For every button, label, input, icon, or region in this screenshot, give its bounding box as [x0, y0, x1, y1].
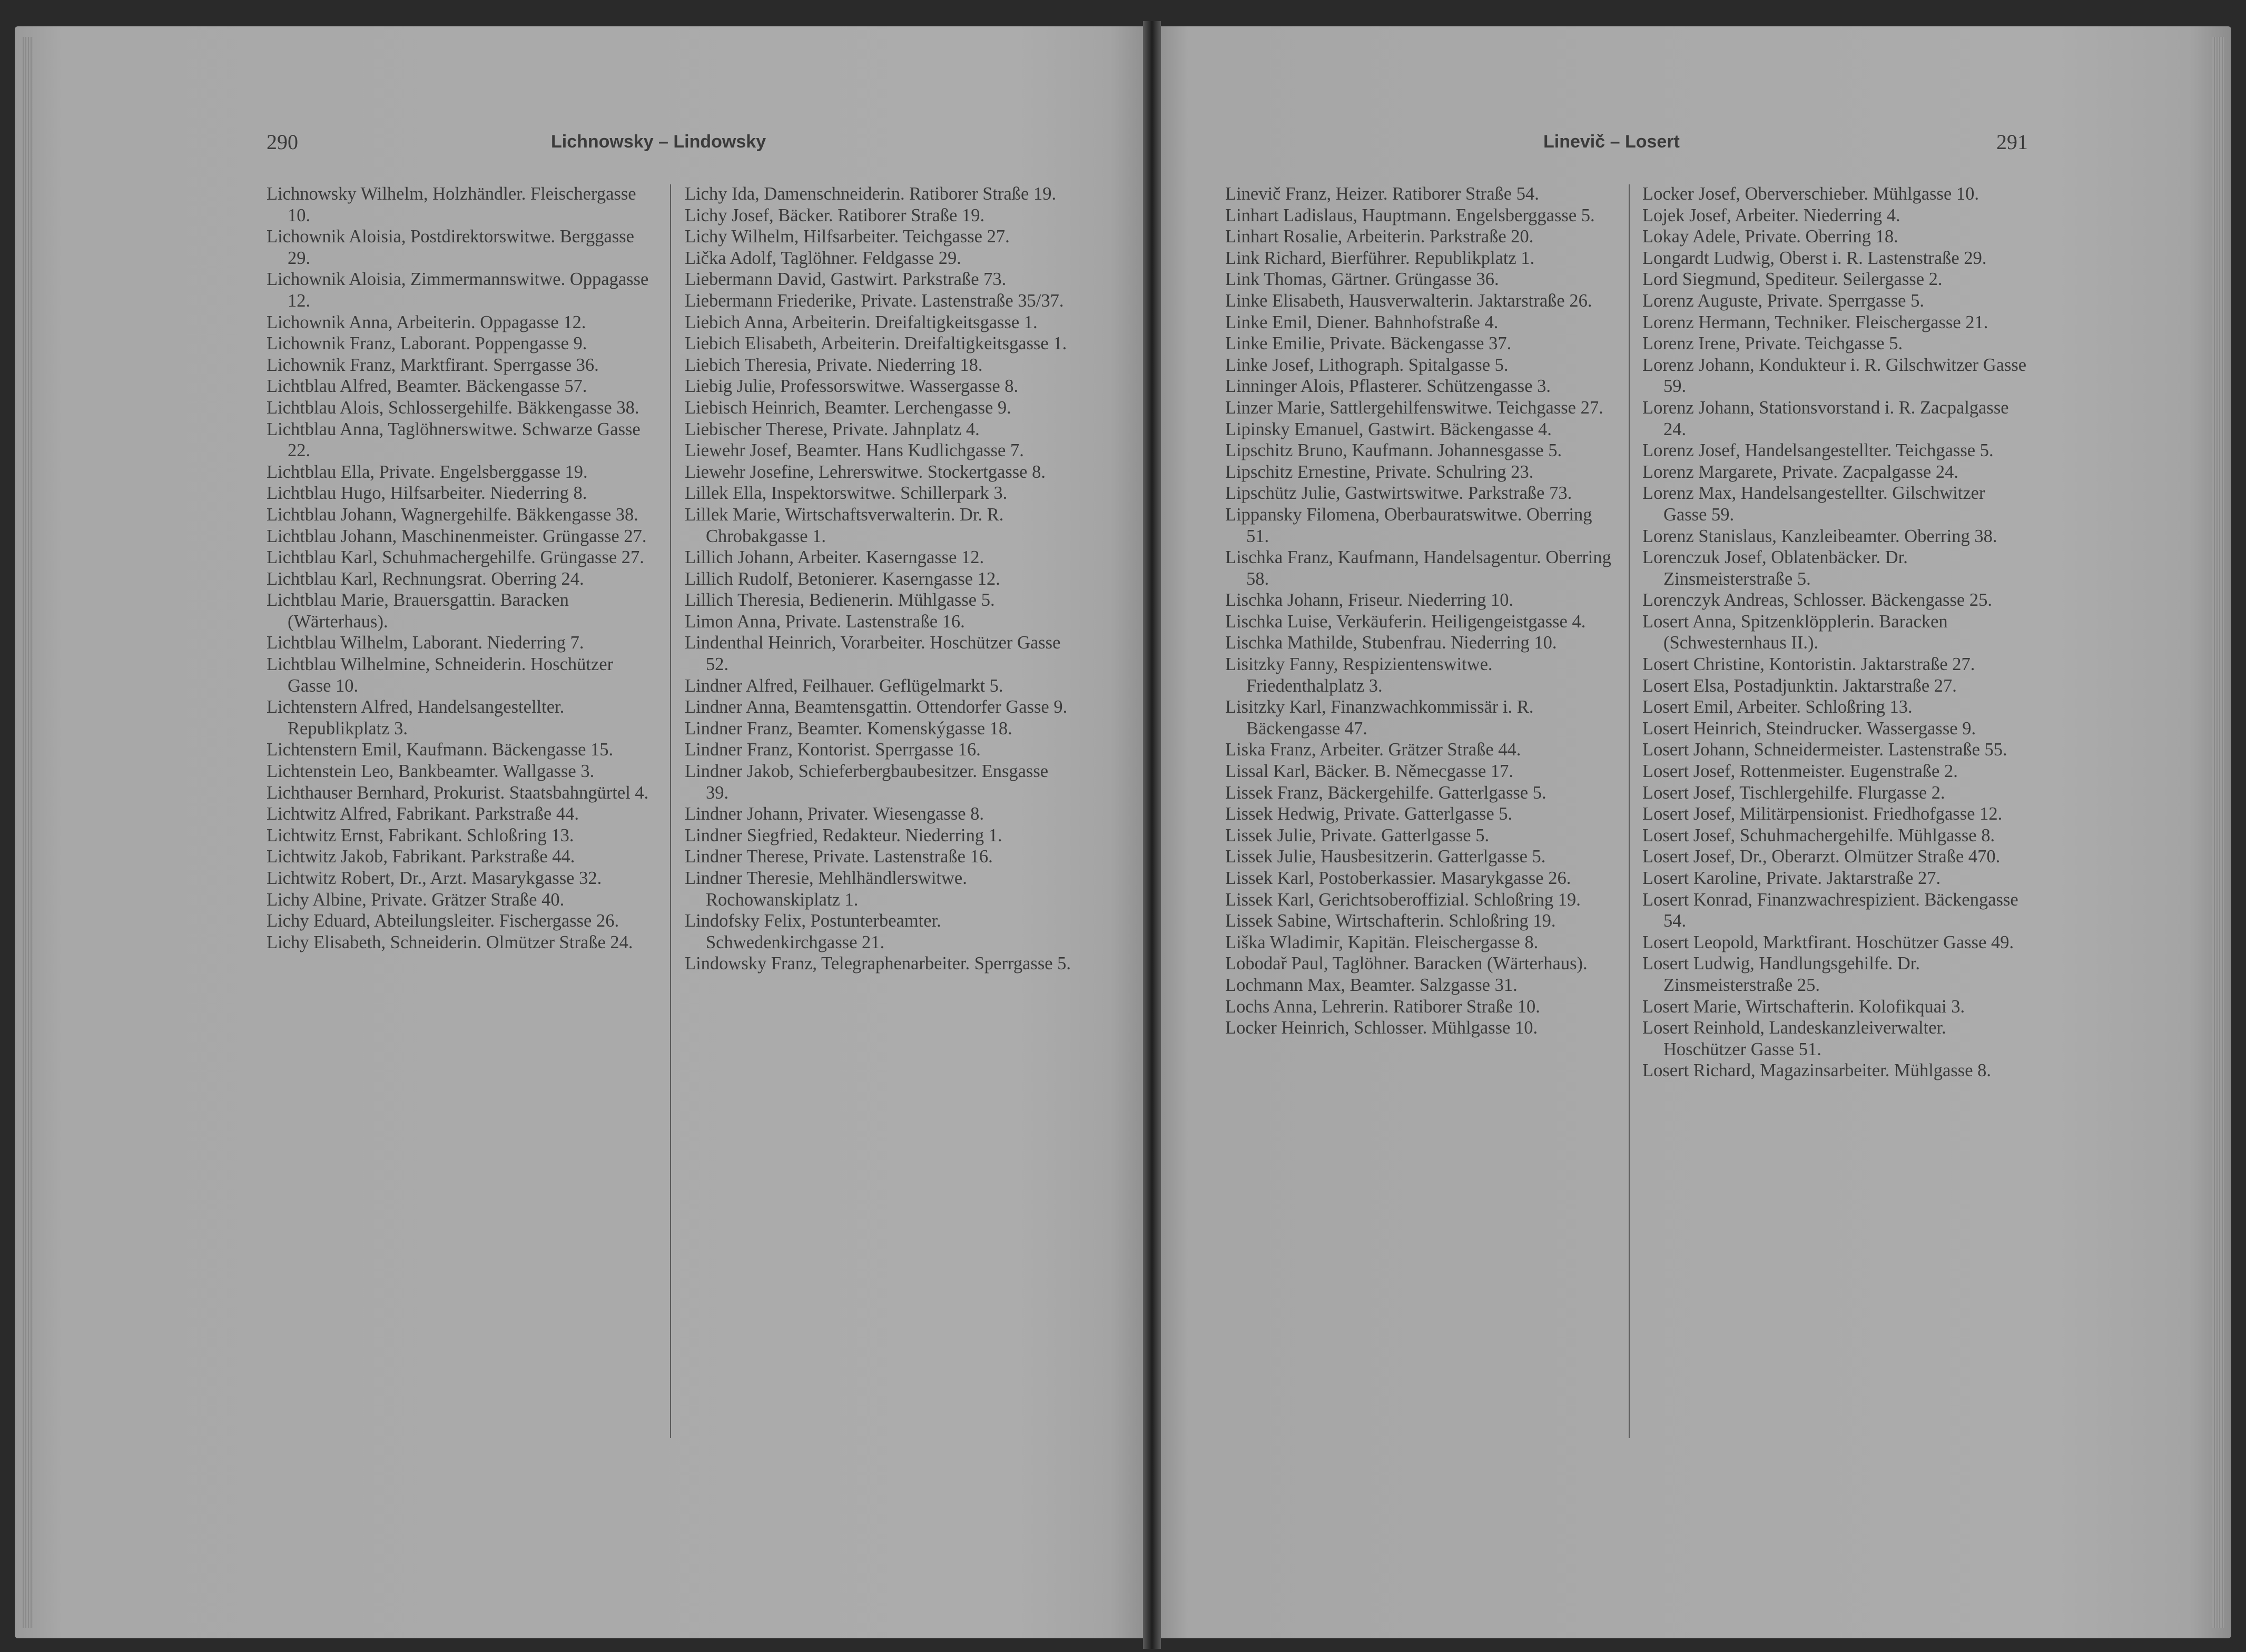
directory-entry: Lindner Johann, Privater. Wiesengasse 8. — [685, 804, 984, 824]
directory-entry: Lorenz Johann, Stationsvorstand i. R. Zacpalgasse 24. — [1642, 397, 2009, 439]
directory-entry: Lisitzky Fanny, Respizientenswitwe. Friedenthalplatz 3. — [1225, 654, 1493, 696]
directory-entry: Losert Josef, Schuhmachergehilfe. Mühlgasse 8. — [1642, 825, 1995, 845]
directory-entry: Lichnowsky Wilhelm, Holzhändler. Fleischergasse 10. — [267, 184, 636, 225]
directory-entry: Lindowsky Franz, Telegraphenarbeiter. Sperrgasse 5. — [685, 953, 1071, 974]
directory-entry: Losert Marie, Wirtschafterin. Kolofikquai 3. — [1642, 996, 1965, 1017]
directory-entry: Liebermann Friederike, Private. Lastenstraße 35/37. — [685, 290, 1064, 311]
directory-entry: Losert Josef, Dr., Oberarzt. Olmützer Straße 470. — [1642, 847, 2001, 867]
directory-entry: Losert Reinhold, Landeskanzleiverwalter. Hoschützer Gasse 51. — [1642, 1018, 1946, 1059]
directory-entry: Lisitzky Karl, Finanzwachkommissär i. R. Bäckengasse 47. — [1225, 697, 1534, 739]
directory-entry: Losert Karoline, Private. Jaktarstraße 27. — [1642, 868, 1941, 888]
directory-entry: Lichtenstern Alfred, Handelsangestellter. Republikplatz 3. — [267, 697, 565, 739]
directory-entry: Lichtblau Wilhelmine, Schneiderin. Hoschützer Gasse 10. — [267, 654, 614, 696]
directory-entry: Locker Heinrich, Schlosser. Mühlgasse 10. — [1225, 1018, 1538, 1038]
directory-entry: Lichtwitz Jakob, Fabrikant. Parkstraße 44. — [267, 847, 575, 867]
directory-entry: Liebisch Heinrich, Beamter. Lerchengasse 9. — [685, 397, 1011, 418]
directory-entry: Liewehr Josef, Beamter. Hans Kudlichgasse 7. — [685, 440, 1024, 461]
directory-entry: Lichtblau Alois, Schlossergehilfe. Bäkkengasse 38. — [267, 397, 639, 418]
directory-entry: Longardt Ludwig, Oberst i. R. Lastenstraße 29. — [1642, 248, 1987, 268]
directory-entry: Lichy Wilhelm, Hilfsarbeiter. Teichgasse 27. — [685, 227, 1010, 247]
directory-entry: Lorenz Josef, Handelsangestellter. Teichgasse 5. — [1642, 440, 1994, 461]
directory-entry: Lichtwitz Robert, Dr., Arzt. Masarykgasse 32. — [267, 868, 602, 888]
directory-entry: Lochmann Max, Beamter. Salzgasse 31. — [1225, 975, 1518, 995]
directory-entry: Lichy Albine, Private. Grätzer Straße 40. — [267, 889, 565, 910]
directory-entry: Lokay Adele, Private. Oberring 18. — [1642, 227, 1898, 247]
directory-entry: Liewehr Josefine, Lehrerswitwe. Stockertgasse 8. — [685, 461, 1046, 482]
directory-entry: Lillek Ella, Inspektorswitwe. Schillerpark 3. — [685, 483, 1008, 504]
directory-entry: Lichtblau Marie, Brauersgattin. Baracken (Wärterhaus). — [267, 590, 569, 632]
directory-entry: Losert Josef, Militärpensionist. Friedhofgasse 12. — [1642, 804, 2003, 824]
directory-entry: Lichtwitz Alfred, Fabrikant. Parkstraße 44. — [267, 804, 579, 824]
directory-entry: Linzer Marie, Sattlergehilfenswitwe. Teichgasse 27. — [1225, 397, 1603, 418]
directory-entry: Lichy Elisabeth, Schneiderin. Olmützer Straße 24. — [267, 932, 633, 952]
directory-entry: Lippansky Filomena, Oberbauratswitwe. Oberring 51. — [1225, 504, 1592, 546]
right-running-head: Linevič – Losert — [1543, 132, 1680, 152]
directory-entry: Lindner Anna, Beamtensgattin. Ottendorfer Gasse 9. — [685, 697, 1068, 717]
directory-entry: Lichownik Aloisia, Zimmermannswitwe. Oppagasse 12. — [267, 269, 649, 311]
directory-entry: Lillek Marie, Wirtschaftsverwalterin. Dr. R. Chrobakgasse 1. — [685, 504, 1004, 546]
directory-entry: Lischka Mathilde, Stubenfrau. Niederring 10. — [1225, 633, 1557, 653]
directory-entry: Lipinsky Emanuel, Gastwirt. Bäckengasse 4. — [1225, 419, 1552, 439]
directory-entry: Lischka Franz, Kaufmann, Handelsagentur. Oberring 58. — [1225, 547, 1611, 589]
directory-entry: Lindner Siegfried, Redakteur. Niederring 1. — [685, 825, 1002, 845]
directory-entry: Lillich Johann, Arbeiter. Kaserngasse 12. — [685, 547, 984, 568]
directory-entry: Limon Anna, Private. Lastenstraße 16. — [685, 611, 965, 632]
directory-entry: Liska Franz, Arbeiter. Grätzer Straße 44. — [1225, 740, 1521, 760]
directory-entry: Lichownik Anna, Arbeiterin. Oppagasse 12. — [267, 312, 586, 332]
directory-entry: Linke Emilie, Private. Bäckengasse 37. — [1225, 333, 1512, 354]
right-page-column-1 — [1225, 183, 1615, 1039]
directory-entry: Lorenz Irene, Private. Teichgasse 5. — [1642, 333, 1903, 354]
directory-entry: Lichtblau Karl, Schuhmachergehilfe. Grüngasse 27. — [267, 547, 644, 568]
directory-entry: Lindner Theresie, Mehlhändlerswitwe. Rochowanskiplatz 1. — [685, 868, 967, 910]
directory-entry: Lichtblau Hugo, Hilfsarbeiter. Niederring 8. — [267, 483, 587, 504]
directory-entry: Link Thomas, Gärtner. Grüngasse 36. — [1225, 269, 1499, 290]
directory-entry: Lichownik Franz, Laborant. Poppengasse 9. — [267, 333, 587, 354]
directory-entry: Lindenthal Heinrich, Vorarbeiter. Hoschützer Gasse 52. — [685, 633, 1061, 675]
directory-entry: Losert Josef, Rottenmeister. Eugenstraße 2. — [1642, 761, 1958, 782]
directory-entry: Losert Elsa, Postadjunktin. Jaktarstraße 27. — [1642, 675, 1957, 696]
directory-entry: Lichy Ida, Damenschneiderin. Ratiborer Straße 19. — [685, 184, 1057, 204]
directory-entry: Liška Wladimir, Kapitän. Fleischergasse 8. — [1225, 932, 1539, 952]
directory-entry: Lichtenstern Emil, Kaufmann. Bäckengasse 15. — [267, 740, 614, 760]
directory-entry: Lischka Luise, Verkäuferin. Heiligengeistgasse 4. — [1225, 611, 1586, 632]
directory-entry: Liebich Theresia, Private. Niederring 18. — [685, 355, 983, 375]
directory-entry: Lichtblau Alfred, Beamter. Bäckengasse 57. — [267, 376, 587, 397]
directory-entry: Lorenz Stanislaus, Kanzleibeamter. Oberring 38. — [1642, 526, 1997, 546]
directory-entry: Lissek Karl, Postoberkassier. Masarykgasse 26. — [1225, 868, 1571, 888]
directory-entry: Lissek Sabine, Wirtschafterin. Schloßring 19. — [1225, 911, 1556, 931]
directory-entry: Locker Josef, Oberverschieber. Mühlgasse 10. — [1642, 184, 1979, 204]
directory-entry: Losert Johann, Schneidermeister. Lastenstraße 55. — [1642, 740, 2007, 760]
directory-entry: Lischka Johann, Friseur. Niederring 10. — [1225, 590, 1514, 611]
directory-entry: Lindner Franz, Kontorist. Sperrgasse 16. — [685, 740, 981, 760]
directory-entry: Linhart Rosalie, Arbeiterin. Parkstraße 20. — [1225, 227, 1534, 247]
directory-entry: Lochs Anna, Lehrerin. Ratiborer Straße 10. — [1225, 996, 1540, 1017]
directory-entry: Liebischer Therese, Private. Jahnplatz 4. — [685, 419, 980, 439]
directory-entry: Lindner Franz, Beamter. Komenskýgasse 18. — [685, 718, 1012, 739]
right-column-rule — [1629, 184, 1630, 1438]
directory-entry: Lillich Theresia, Bedienerin. Mühlgasse 5. — [685, 590, 995, 611]
directory-entry: Lindner Alfred, Feilhauer. Geflügelmarkt 5. — [685, 675, 1003, 696]
directory-entry: Lobodař Paul, Taglöhner. Baracken (Wärterhaus). — [1225, 953, 1588, 974]
directory-entry: Lichthauser Bernhard, Prokurist. Staatsbahngürtel 4. — [267, 782, 649, 803]
directory-entry: Lindofsky Felix, Postunterbeamter. Schwedenkirchgasse 21. — [685, 911, 941, 952]
directory-entry: Lipschitz Ernestine, Private. Schulring 23. — [1225, 461, 1534, 482]
directory-entry: Liebich Anna, Arbeiterin. Dreifaltigkeitsgasse 1. — [685, 312, 1038, 332]
directory-entry: Lissek Hedwig, Private. Gatterlgasse 5. — [1225, 804, 1513, 824]
directory-entry: Lord Siegmund, Spediteur. Seilergasse 2. — [1642, 269, 1943, 290]
directory-entry: Losert Josef, Tischlergehilfe. Flurgasse 2. — [1642, 782, 1945, 803]
directory-entry: Lissek Julie, Private. Gatterlgasse 5. — [1225, 825, 1490, 845]
directory-entry: Linhart Ladislaus, Hauptmann. Engelsberggasse 5. — [1225, 205, 1595, 225]
directory-entry: Lichtblau Wilhelm, Laborant. Niederring 7. — [267, 633, 584, 653]
directory-entry: Lissal Karl, Bäcker. B. Němecgasse 17. — [1225, 761, 1514, 782]
directory-entry: Losert Emil, Arbeiter. Schloßring 13. — [1642, 697, 1913, 717]
directory-entry: Linninger Alois, Pflasterer. Schützengasse 3. — [1225, 376, 1551, 397]
directory-entry: Liebermann David, Gastwirt. Parkstraße 73. — [685, 269, 1007, 290]
directory-entry: Lissek Franz, Bäckergehilfe. Gatterlgasse 5. — [1225, 782, 1546, 803]
directory-entry: Losert Heinrich, Steindrucker. Wassergasse 9. — [1642, 718, 1976, 739]
directory-entry: Lillich Rudolf, Betonierer. Kaserngasse 12. — [685, 568, 1000, 589]
directory-entry: Liebich Elisabeth, Arbeiterin. Dreifaltigkeitsgasse 1. — [685, 333, 1067, 354]
directory-entry: Linke Emil, Diener. Bahnhofstraße 4. — [1225, 312, 1499, 332]
directory-entry: Lipschütz Julie, Gastwirtswitwe. Parkstraße 73. — [1225, 483, 1572, 504]
directory-entry: Lorenz Johann, Kondukteur i. R. Gilschwitzer Gasse 59. — [1642, 355, 2027, 397]
directory-entry: Losert Ludwig, Handlungsgehilfe. Dr. Zinsmeisterstraße 25. — [1642, 953, 1920, 995]
left-column-rule — [670, 184, 671, 1438]
directory-entry: Lichy Josef, Bäcker. Ratiborer Straße 19. — [685, 205, 985, 225]
directory-entry: Losert Richard, Magazinsarbeiter. Mühlgasse 8. — [1642, 1060, 1992, 1081]
directory-entry: Lipschitz Bruno, Kaufmann. Johannesgasse 5. — [1225, 440, 1562, 461]
directory-entry: Lička Adolf, Taglöhner. Feldgasse 29. — [685, 248, 961, 268]
directory-entry: Lorenczyk Andreas, Schlosser. Bäckengasse 25. — [1642, 590, 1992, 611]
directory-entry: Lojek Josef, Arbeiter. Niederring 4. — [1642, 205, 1900, 225]
left-page-column-1 — [267, 183, 656, 953]
directory-entry: Linke Josef, Lithograph. Spitalgasse 5. — [1225, 355, 1509, 375]
directory-entry: Lichy Eduard, Abteilungsleiter. Fischergasse 26. — [267, 911, 619, 931]
directory-entry: Lichtblau Anna, Taglöhnerswitwe. Schwarze Gasse 22. — [267, 419, 641, 461]
left-running-head: Lichnowsky – Lindowsky — [551, 132, 766, 152]
directory-entry: Losert Leopold, Marktfirant. Hoschützer Gasse 49. — [1642, 932, 2014, 952]
directory-entry: Link Richard, Bierführer. Republikplatz 1. — [1225, 248, 1535, 268]
directory-entry: Lichtblau Karl, Rechnungsrat. Oberring 24. — [267, 568, 584, 589]
directory-entry: Lichtblau Johann, Wagnergehilfe. Bäkkengasse 38. — [267, 504, 638, 525]
left-page-column-2 — [685, 183, 1075, 975]
directory-entry: Lichownik Franz, Marktfirant. Sperrgasse 36. — [267, 355, 599, 375]
directory-entry: Lissek Julie, Hausbesitzerin. Gatterlgasse 5. — [1225, 847, 1546, 867]
directory-entry: Losert Anna, Spitzenklöpplerin. Baracken (Schwesternhaus II.). — [1642, 611, 1948, 653]
left-page-number: 290 — [267, 130, 298, 154]
right-page-number: 291 — [1996, 130, 2028, 154]
directory-entry: Lichtenstein Leo, Bankbeamter. Wallgasse 3. — [267, 761, 595, 782]
directory-entry: Liebig Julie, Professorswitwe. Wassergasse 8. — [685, 376, 1019, 397]
directory-entry: Lorenczuk Josef, Oblatenbäcker. Dr. Zinsmeisterstraße 5. — [1642, 547, 1908, 589]
directory-entry: Losert Konrad, Finanzwachrespizient. Bäckengasse 54. — [1642, 889, 2018, 931]
directory-entry: Lichownik Aloisia, Postdirektorswitwe. Berggasse 29. — [267, 227, 634, 268]
directory-entry: Lorenz Hermann, Techniker. Fleischergasse 21. — [1642, 312, 1988, 332]
directory-entry: Linke Elisabeth, Hausverwalterin. Jaktarstraße 26. — [1225, 290, 1592, 311]
directory-entry: Lorenz Max, Handelsangestellter. Gilschwitzer Gasse 59. — [1642, 483, 1985, 525]
directory-entry: Linevič Franz, Heizer. Ratiborer Straße 54. — [1225, 184, 1539, 204]
directory-entry: Lichtblau Ella, Private. Engelsberggasse 19. — [267, 461, 588, 482]
directory-entry: Losert Christine, Kontoristin. Jaktarstraße 27. — [1642, 654, 1975, 675]
right-page-edge — [2212, 37, 2224, 1628]
directory-entry: Lindner Therese, Private. Lastenstraße 16. — [685, 847, 993, 867]
directory-entry: Lichtwitz Ernst, Fabrikant. Schloßring 13. — [267, 825, 574, 845]
right-page-column-2 — [1642, 183, 2032, 1081]
directory-entry: Lindner Jakob, Schieferbergbaubesitzer. Ensgasse 39. — [685, 761, 1049, 803]
book-gutter — [1143, 21, 1161, 1649]
directory-entry: Lichtblau Johann, Maschinenmeister. Grüngasse 27. — [267, 526, 647, 546]
directory-entry: Lissek Karl, Gerichtsoberoffizial. Schloßring 19. — [1225, 889, 1581, 910]
directory-entry: Lorenz Auguste, Private. Sperrgasse 5. — [1642, 290, 1924, 311]
directory-entry: Lorenz Margarete, Private. Zacpalgasse 24. — [1642, 461, 1958, 482]
left-page-edge — [21, 37, 33, 1628]
